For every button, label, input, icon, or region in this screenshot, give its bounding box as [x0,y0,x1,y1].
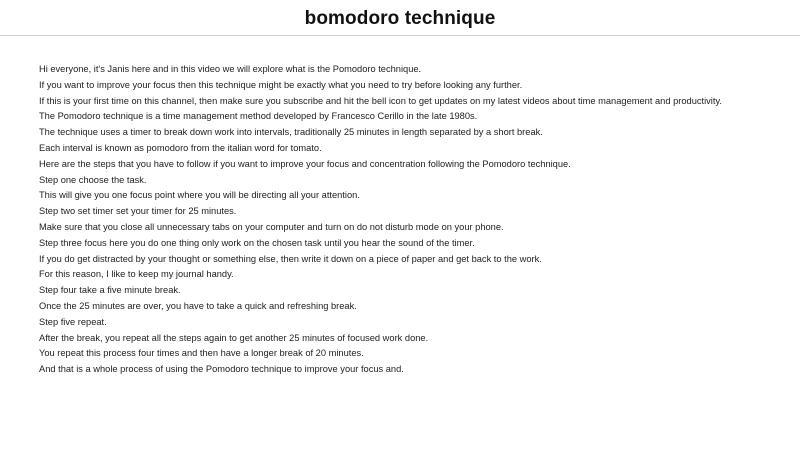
paragraph: You repeat this process four times and then have a longer break of 20 minutes. [39,348,364,359]
paragraph: Here are the steps that you have to follow if you want to improve your focus and concentration following the Pomodoro technique. [39,158,571,169]
paragraph: Each interval is known as pomodoro from the italian word for tomato. [39,142,322,153]
paragraph: If this is your first time on this channel, then make sure you subscribe and hit the bell icon to get updates on my latest videos about time management and productivity. [39,95,722,106]
paragraph: Step one choose the task. [39,174,147,185]
transcript-body [39,65,759,381]
paragraph: Step three focus here you do one thing only work on the chosen task until you hear the sound of the timer. [39,237,475,248]
header [0,0,800,36]
paragraph: Step four take a five minute break. [39,285,181,296]
paragraph: Step five repeat. [39,316,107,327]
paragraph: If you do get distracted by your thought or something else, then write it down on a piece of paper and get back to the work. [39,253,542,264]
paragraph: Once the 25 minutes are over, you have to take a quick and refreshing break. [39,300,357,311]
paragraph: After the break, you repeat all the steps again to get another 25 minutes of focused work done. [39,332,429,343]
paragraph: If you want to improve your focus then this technique might be exactly what you need to try before looking any further. [39,79,523,90]
paragraph: The technique uses a timer to break down work into intervals, traditionally 25 minutes in length separated by a short break. [39,127,543,138]
paragraph: And that is a whole process of using the Pomodoro technique to improve your focus and. [39,364,404,375]
paragraph: This will give you one focus point where you will be directing all your attention. [39,190,360,201]
paragraph: Make sure that you close all unnecessary tabs on your computer and turn on do not disturb mode on your phone. [39,221,504,232]
paragraph: For this reason, I like to keep my journal handy. [39,269,234,280]
paragraph: The Pomodoro technique is a time management method developed by Francesco Cerillo in the late 1980s. [39,111,478,122]
paragraph: Hi everyone, it's Janis here and in this video we will explore what is the Pomodoro technique. [39,64,422,74]
page-title: bomodoro technique [304,7,496,29]
paragraph: Step two set timer set your timer for 25 minutes. [39,206,237,217]
